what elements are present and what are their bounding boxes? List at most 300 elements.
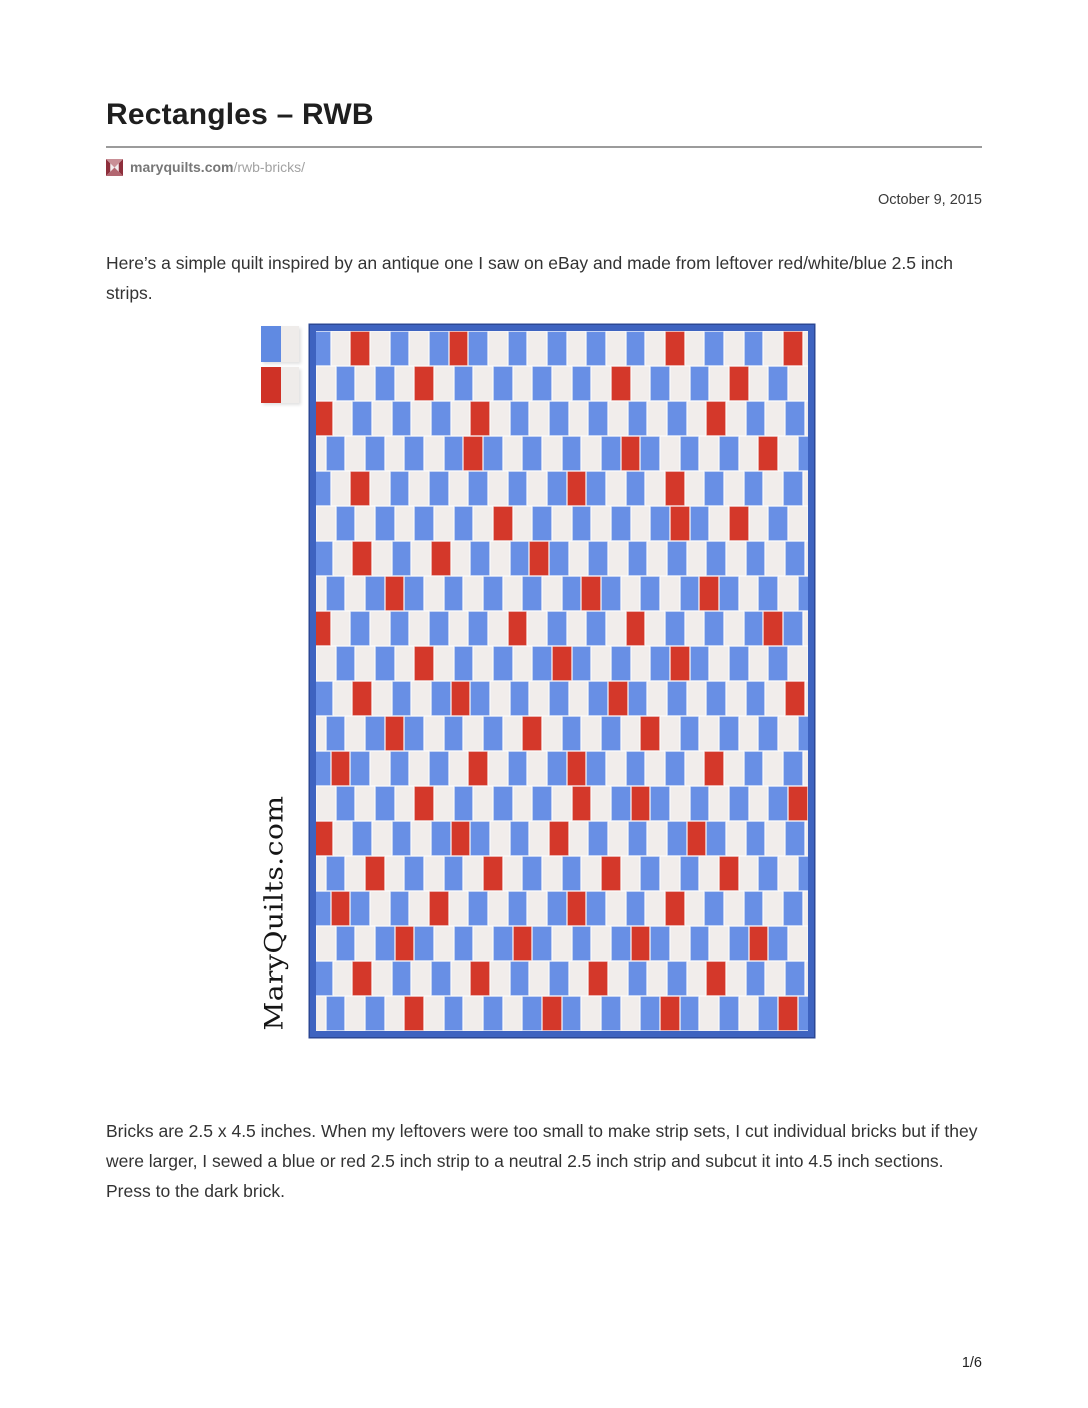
quilt-brick-blue [532,366,552,401]
quilt-brick-neutral [411,401,431,436]
quilt-brick-neutral [699,856,719,891]
quilt-brick-red [352,681,372,716]
quilt-brick-blue [326,716,346,751]
quilt-brick-red [631,926,651,961]
quilt-brick-blue [431,681,451,716]
quilt-brick-neutral [451,961,471,996]
quilt-brick-neutral [473,646,493,681]
site-favicon-quilt-icon [106,159,123,176]
quilt-brick-blue [783,751,803,786]
quilt-brick-blue [680,436,700,471]
quilt-brick-red [763,611,783,646]
quilt-brick-blue [746,541,766,576]
quilt-brick-blue [729,646,749,681]
quilt-brick-blue [667,401,687,436]
quilt-brick-neutral [434,506,454,541]
quilt-brick-neutral [805,821,808,856]
legend-red-brick [261,367,281,403]
quilt-brick-red [429,891,449,926]
quilt-brick-blue [704,471,724,506]
source-url-link[interactable] [130,159,305,176]
quilt-brick-blue [326,856,346,891]
quilt-brick-blue [510,401,530,436]
quilt-brick-red [626,611,646,646]
quilt-brick-blue [549,541,569,576]
quilt-brick-neutral [621,856,641,891]
quilt-brick-blue [650,786,670,821]
quilt-brick-red [549,821,569,856]
quilt-brick-neutral [699,436,719,471]
quilt-brick-blue [532,926,552,961]
quilt-image [310,325,814,1037]
quilt-brick-blue [316,541,333,576]
quilt-brick-blue [390,891,410,926]
quilt-brick-red [470,961,490,996]
quilt-brick-blue [588,541,608,576]
body-paragraph: Bricks are 2.5 x 4.5 inches. When my leftovers were too small to make strip sets, I cut individual bricks but if they were larger, I sewed a blue or red 2.5 inch strip to a neutral 2.5 inch strip and subcut it into 4.5 inch sections. Press to the dark brick. [106,1120,978,1201]
quilt-row [316,856,808,891]
quilt-brick-neutral [687,401,707,436]
quilt-brick-blue [429,611,449,646]
source-domain: maryquilts.com [130,158,234,175]
quilt-brick-blue [375,646,395,681]
quilt-brick-red [470,401,490,436]
quilt-brick-neutral [542,436,562,471]
quilt-brick-blue [510,681,530,716]
quilt-brick-blue [768,926,788,961]
quilt-row [316,786,808,821]
quilt-brick-blue [650,646,670,681]
quilt-brick-neutral [591,786,611,821]
quilt-brick-blue [611,926,631,961]
quilt-brick-blue [719,996,739,1031]
quilt-brick-blue [798,436,808,471]
quilt-brick-red [749,926,769,961]
watermark-text: MaryQuilts.com [259,795,289,1031]
quilt-brick-red [414,646,434,681]
quilt-brick-red [404,996,424,1031]
quilt-brick-blue [522,856,542,891]
quilt-brick-red [542,996,562,1031]
quilt-brick-blue [454,646,474,681]
quilt-brick-blue [532,646,552,681]
quilt-brick-blue [549,401,569,436]
quilt-brick-blue [350,751,370,786]
quilt-brick-neutral [709,366,729,401]
quilt-brick-neutral [345,996,365,1031]
quilt-brick-blue [365,996,385,1031]
quilt-brick-red [608,681,628,716]
quilt-brick-blue [547,471,567,506]
quilt-brick-neutral [581,716,601,751]
quilt-brick-neutral [685,611,705,646]
quilt-brick-neutral [552,506,572,541]
legend-blue-brick [261,326,281,362]
quilt-brick-neutral [591,506,611,541]
quilt-brick-blue [746,821,766,856]
quilt-brick-blue [390,611,410,646]
quilt-brick-blue [667,961,687,996]
quilt-brick-neutral [765,401,785,436]
quilt-brick-neutral [434,366,454,401]
quilt-brick-neutral [331,611,351,646]
quilt-brick-blue [483,996,503,1031]
quilt-brick-blue [508,471,528,506]
quilt-brick-red [783,331,803,366]
quilt-row [316,961,808,996]
quilt-brick-blue [706,541,726,576]
quilt-brick-neutral [449,751,469,786]
quilt-brick-neutral [372,681,392,716]
quilt-brick-neutral [513,366,533,401]
quilt-brick-blue [586,891,606,926]
quilt-brick-blue [316,331,331,366]
quilt-brick-neutral [647,401,667,436]
quilt-brick-neutral [488,331,508,366]
quilt-brick-blue [326,436,346,471]
quilt-brick-red [431,541,451,576]
quilt-brick-neutral [345,716,365,751]
quilt-brick-neutral [765,821,785,856]
quilt-brick-blue [404,436,424,471]
quilt-brick-blue [547,751,567,786]
quilt-brick-neutral [569,681,589,716]
quilt-brick-blue [444,436,464,471]
quilt-row [316,366,808,401]
quilt-brick-neutral [316,436,326,471]
quilt-brick-neutral [724,331,744,366]
quilt-brick-blue [470,541,490,576]
quilt-brick-neutral [685,331,705,366]
quilt-brick-blue [667,681,687,716]
quilt-brick-red [699,576,719,611]
quilt-brick-neutral [409,751,429,786]
quilt-brick-red [640,716,660,751]
quilt-brick-neutral [449,891,469,926]
quilt-brick-neutral [316,576,326,611]
quilt-brick-neutral [805,401,808,436]
quilt-brick-neutral [409,471,429,506]
quilt-brick-neutral [542,576,562,611]
quilt-brick-red [522,716,542,751]
quilt-brick-red [316,401,333,436]
quilt-brick-neutral [355,786,375,821]
quilt-brick-neutral [316,646,336,681]
quilt-brick-neutral [449,611,469,646]
quilt-brick-red [463,436,483,471]
quilt-brick-red [601,856,621,891]
quilt-brick-neutral [513,786,533,821]
quilt-brick-blue [493,366,513,401]
quilt-brick-neutral [778,856,798,891]
quilt-brick-neutral [660,856,680,891]
quilt-brick-neutral [355,646,375,681]
quilt-brick-neutral [788,646,808,681]
quilt-brick-neutral [709,926,729,961]
quilt-brick-blue [429,471,449,506]
legend-swatch-red-neutral [261,367,299,403]
quilt-brick-neutral [788,926,808,961]
quilt-row [316,331,808,366]
quilt-brick-blue [454,366,474,401]
quilt-brick-blue [508,331,528,366]
quilt-brick-neutral [345,856,365,891]
quilt-brick-neutral [621,576,641,611]
quilt-brick-neutral [724,751,744,786]
quilt-brick-grid [316,331,808,1031]
quilt-brick-blue [640,436,660,471]
quilt-brick-blue [316,751,331,786]
quilt-brick-neutral [552,786,572,821]
quilt-row [316,576,808,611]
quilt-brick-blue [404,576,424,611]
quilt-brick-blue [510,961,530,996]
quilt-brick-blue [665,611,685,646]
quilt-brick-neutral [370,471,390,506]
quilt-brick-red [352,541,372,576]
quilt-brick-neutral [333,821,353,856]
quilt-brick-neutral [473,926,493,961]
quilt-brick-neutral [370,891,390,926]
quilt-brick-neutral [670,786,690,821]
quilt-brick-neutral [316,926,336,961]
quilt-brick-red [581,576,601,611]
quilt-brick-blue [785,401,805,436]
quilt-brick-blue [768,506,788,541]
quilt-brick-neutral [803,611,808,646]
quilt-brick-blue [522,436,542,471]
quilt-brick-blue [483,716,503,751]
quilt-brick-blue [744,331,764,366]
quilt-brick-neutral [424,856,444,891]
quilt-brick-blue [628,821,648,856]
quilt-brick-blue [510,541,530,576]
quilt-brick-blue [719,576,739,611]
quilt-brick-blue [744,751,764,786]
quilt-brick-neutral [503,436,523,471]
quilt-brick-neutral [778,716,798,751]
quilt-brick-red [567,751,587,786]
quilt-brick-blue [628,681,648,716]
quilt-brick-neutral [316,856,326,891]
quilt-brick-neutral [542,856,562,891]
quilt-brick-blue [375,926,395,961]
quilt-brick-blue [404,716,424,751]
quilt-brick-neutral [473,786,493,821]
quilt-brick-neutral [803,471,808,506]
quilt-brick-blue [547,331,567,366]
quilt-brick-red [451,681,471,716]
quilt-brick-blue [336,646,356,681]
quilt-brick-neutral [411,681,431,716]
quilt-brick-blue [626,471,646,506]
quilt-brick-blue [650,926,670,961]
quilt-brick-neutral [434,926,454,961]
quilt-brick-blue [365,576,385,611]
quilt-brick-blue [350,611,370,646]
quilt-brick-neutral [569,541,589,576]
quilt-brick-neutral [490,681,510,716]
quilt-brick-neutral [411,821,431,856]
quilt-brick-neutral [385,436,405,471]
quilt-brick-neutral [411,541,431,576]
quilt-brick-blue [626,331,646,366]
quilt-brick-neutral [527,751,547,786]
quilt-brick-neutral [503,996,523,1031]
quilt-brick-blue [562,716,582,751]
quilt-brick-neutral [724,471,744,506]
quilt-brick-neutral [581,996,601,1031]
quilt-brick-neutral [316,506,336,541]
quilt-brick-blue [588,401,608,436]
quilt-brick-neutral [424,436,444,471]
quilt-brick-red [493,506,513,541]
quilt-brick-neutral [724,891,744,926]
quilt-brick-blue [365,716,385,751]
quilt-brick-neutral [763,891,783,926]
quilt-brick-neutral [503,856,523,891]
quilt-brick-neutral [621,996,641,1031]
quilt-brick-neutral [645,331,665,366]
quilt-brick-neutral [488,611,508,646]
quilt-brick-neutral [608,961,628,996]
quilt-brick-blue [562,856,582,891]
quilt-brick-neutral [463,856,483,891]
quilt-row [316,996,808,1031]
quilt-brick-blue [444,856,464,891]
quilt-brick-red [670,506,690,541]
quilt-brick-blue [454,926,474,961]
quilt-brick-neutral [660,436,680,471]
quilt-brick-neutral [645,891,665,926]
quilt-brick-blue [454,786,474,821]
quilt-brick-red [687,821,707,856]
quilt-brick-neutral [529,681,549,716]
quilt-brick-blue [326,996,346,1031]
quilt-brick-neutral [647,961,667,996]
quilt-brick-neutral [569,961,589,996]
quilt-brick-neutral [473,366,493,401]
quilt-brick-blue [768,366,788,401]
quilt-brick-blue [549,681,569,716]
quilt-brick-neutral [488,751,508,786]
quilt-brick-blue [429,331,449,366]
quilt-brick-neutral [490,821,510,856]
quilt-brick-red [316,611,331,646]
quilt-brick-neutral [739,576,759,611]
quilt-brick-neutral [355,926,375,961]
quilt-brick-neutral [660,576,680,611]
quilt-brick-neutral [372,961,392,996]
quilt-row [316,926,808,961]
quilt-brick-blue [628,961,648,996]
quilt-brick-blue [798,856,808,891]
quilt-brick-red [572,786,592,821]
quilt-figure [0,325,1088,1041]
quilt-brick-blue [350,891,370,926]
quilt-brick-neutral [434,786,454,821]
quilt-brick-blue [522,996,542,1031]
quilt-brick-red [414,366,434,401]
quilt-brick-neutral [749,506,769,541]
quilt-brick-neutral [372,541,392,576]
quilt-brick-neutral [552,926,572,961]
quilt-brick-blue [336,366,356,401]
quilt-brick-neutral [591,926,611,961]
quilt-brick-neutral [503,576,523,611]
quilt-brick-blue [588,821,608,856]
quilt-brick-neutral [647,541,667,576]
watermark [252,795,296,1031]
quilt-brick-neutral [424,716,444,751]
quilt-brick-blue [768,786,788,821]
quilt-brick-blue [690,926,710,961]
quilt-brick-neutral [385,996,405,1031]
quilt-brick-neutral [331,331,351,366]
quilt-brick-neutral [513,506,533,541]
legend-neutral-brick [281,326,299,362]
quilt-brick-blue [704,891,724,926]
quilt-brick-blue [785,541,805,576]
quilt-brick-blue [444,996,464,1031]
source-path: /rwb-bricks/ [233,158,306,175]
quilt-brick-neutral [569,401,589,436]
quilt-brick-neutral [567,611,587,646]
quilt-brick-neutral [803,751,808,786]
quilt-brick-red [719,856,739,891]
quilt-brick-blue [392,821,412,856]
quilt-brick-red [706,961,726,996]
quilt-brick-blue [562,996,582,1031]
quilt-brick-blue [483,576,503,611]
quilt-brick-neutral [409,331,429,366]
quilt-brick-blue [414,506,434,541]
quilt-brick-neutral [527,891,547,926]
quilt-brick-blue [729,786,749,821]
quilt-brick-blue [783,891,803,926]
quilt-brick-neutral [645,611,665,646]
quilt-brick-blue [547,611,567,646]
quilt-brick-neutral [631,646,651,681]
quilt-brick-red [449,331,469,366]
quilt-brick-blue [431,401,451,436]
quilt-brick-neutral [699,716,719,751]
quilt-brick-neutral [687,961,707,996]
quilt-brick-neutral [395,506,415,541]
quilt-brick-blue [468,471,488,506]
quilt-brick-neutral [739,436,759,471]
quilt-row [316,681,808,716]
quilt-brick-neutral [749,786,769,821]
quilt-brick-neutral [503,716,523,751]
quilt-brick-blue [454,506,474,541]
quilt-brick-neutral [333,541,353,576]
quilt-brick-neutral [355,366,375,401]
quilt-brick-blue [532,786,552,821]
quilt-brick-neutral [685,471,705,506]
quilt-brick-neutral [778,576,798,611]
quilt-brick-blue [390,751,410,786]
quilt-row [316,751,808,786]
quilt-brick-red [778,996,798,1031]
quilt-brick-neutral [660,716,680,751]
quilt-brick-neutral [463,996,483,1031]
quilt-brick-blue [572,926,592,961]
quilt-brick-neutral [370,611,390,646]
quilt-brick-blue [586,471,606,506]
quilt-brick-blue [352,821,372,856]
quilt-brick-red [665,471,685,506]
